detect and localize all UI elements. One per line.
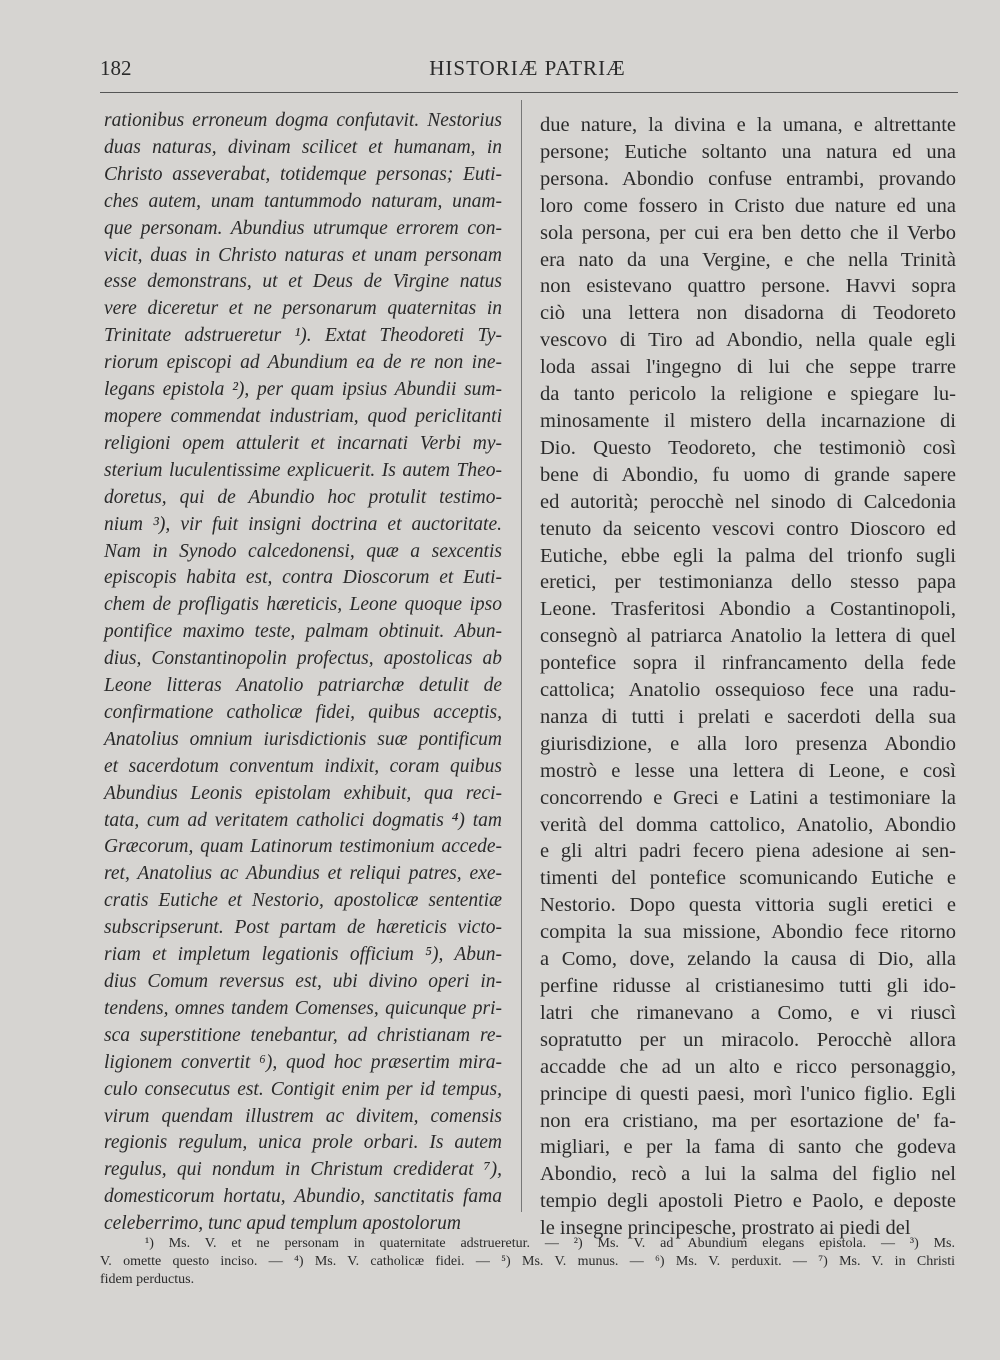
italian-text-line: ed autorità; perocchè nel sinodo di Calcedonia	[540, 490, 956, 513]
latin-text-line: ches autem, unam tantummodo naturam, unam-	[104, 190, 502, 212]
latin-text-line: ret, Anatolius ac Abundius et reliqui patres, exe-	[104, 863, 502, 885]
latin-text-line: regulus, qui nondum in Christum crediderat ⁷),	[104, 1159, 502, 1181]
latin-text-line: vicit, duas in Christo naturas et unam personam	[104, 244, 502, 266]
italian-text-line: Eutiche, ebbe egli la palma del trionfo sugli	[540, 544, 956, 567]
italian-text-line: verità del domma cattolico, Anatolio, Abondio	[540, 813, 956, 836]
italian-text-line: pontefice sopra il rinfrancamento della fede	[540, 652, 956, 675]
page-number: 182	[100, 56, 132, 80]
latin-text-line: religioni opem attulerit et incarnati Verbi my-	[104, 432, 502, 454]
italian-text-line: cattolica; Anatolio ossequioso fece una radu-	[540, 679, 956, 702]
italian-text-line: Leone. Trasferitosi Abondio a Costantinopoli,	[540, 598, 956, 621]
italian-text-line: bene di Abondio, fu uomo di grande sapere	[540, 463, 956, 486]
italian-text-line: minosamente il mistero della incarnazione di	[540, 409, 956, 432]
latin-text-line: rationibus erroneum dogma confutavit. Nestorius	[104, 110, 502, 131]
italian-text-line: accadde che ad un alto e ricco personaggio,	[540, 1055, 956, 1078]
italian-text-line: e gli altri padri fecero piena adesione ai sen-	[540, 840, 956, 863]
italian-text-line: tenuto da seicento vescovi contro Dioscoro ed	[540, 517, 956, 540]
header-rule	[100, 92, 958, 93]
latin-text-line: que personam. Abundius utrumque errorem con-	[104, 217, 502, 239]
latin-text-line: cratis Eutiche et Nestorio, apostolicæ sententiæ	[104, 890, 502, 912]
italian-text-line: loda assai l'ingegno di lui che seppe trarre	[540, 356, 956, 379]
latin-text-line: episcopis habita est, contra Dioscorum et Euti-	[104, 567, 502, 589]
italian-column	[540, 112, 956, 1242]
italian-text-line: sopratutto per un miracolo. Perocchè allora	[540, 1028, 956, 1051]
italian-text-line: Abondio, recò a lui la salma del figlio nel	[540, 1163, 956, 1186]
italian-text-line: Dio. Questo Teodoreto, che testimoniò così	[540, 436, 956, 459]
italian-text-line: ciò una lettera non disadorna di Teodoreto	[540, 302, 956, 325]
italian-text-line: da tanto pericolo la religione e spiegare lu-	[540, 383, 956, 406]
footnote-line: V. omette questo inciso. — ⁴) Ms. V. catholicæ fidei. — ⁵) Ms. V. munus. — ⁶) Ms. V. perduxit. — ⁷) Ms. V. in Christi	[100, 1254, 955, 1269]
latin-text-line: Abundius Leonis epistolam exhibuit, qua reci-	[104, 782, 502, 804]
latin-text-line: vere diceretur et ne personarum quaternitas in	[104, 298, 502, 320]
latin-column	[104, 108, 502, 1238]
italian-text-line: migliari, e per la fama di santo che godeva	[540, 1136, 956, 1159]
footnote-line: fidem perductus.	[100, 1272, 195, 1287]
latin-text-line: duas naturas, divinam scilicet et humanam, in	[104, 136, 502, 158]
latin-text-line: domesticorum hortatu, Abundio, sanctitatis fama	[104, 1186, 502, 1208]
footnote-line: ¹) Ms. V. et ne personam in quaternitate adstrueretur. — ²) Ms. V. ad Abundium elegans epistola. — ³) Ms.	[145, 1236, 955, 1251]
italian-text-line: nanza di tutti i prelati e sacerdoti della sua	[540, 705, 956, 728]
italian-text-line: latri che rimanevano a Como, e vi riuscì	[540, 1001, 956, 1024]
latin-text-line: subscripserunt. Post partam de hæreticis victo-	[104, 917, 502, 939]
italian-text-line: consegnò al patriarca Anatolio la lettera di quel	[540, 625, 956, 648]
latin-text-line: doretus, qui de Abundio hoc protulit testimo-	[104, 486, 502, 508]
latin-text-line: Anatolius omnium iurisdictionis suæ pontificum	[104, 728, 502, 750]
italian-text-line: tempio degli apostoli Pietro e Paolo, e deposte	[540, 1190, 956, 1213]
italian-text-line: persone; Eutiche soltanto una natura ed una	[540, 140, 956, 163]
latin-text-line: celeberrimo, tunc apud templum apostolorum	[104, 1213, 461, 1235]
latin-text-line: esse demonstrans, ut et Deus de Virgine natus	[104, 271, 502, 293]
latin-text-line: pontifice maximo teste, palmam obtinuit. Abun-	[104, 621, 502, 643]
italian-text-line: persona. Abondio confuse entrambi, provando	[540, 167, 956, 190]
latin-text-line: Christo asseverabat, totidemque personas; Euti-	[104, 163, 502, 185]
latin-text-line: sca superstitione tenebantur, ad christianam re-	[104, 1024, 502, 1046]
italian-text-line: a Como, dove, zelando la causa di Dio, alla	[540, 948, 956, 971]
latin-text-line: legans epistola ²), per quam ipsius Abundii sum-	[104, 379, 502, 401]
latin-text-line: dius, Constantinopolin profectus, apostolicas ab	[104, 648, 502, 670]
latin-text-line: tata, cum ad veritatem catholici dogmatis ⁴) tam	[104, 809, 502, 831]
italian-text-line: Nestorio. Dopo questa vittoria sugli eretici e	[540, 894, 956, 917]
italian-text-line: era nato da una Vergine, e che nella Trinità	[540, 248, 956, 271]
latin-text-line: dius Comum reversus est, ubi divino operi in-	[104, 971, 502, 992]
latin-text-line: Leone litteras Anatolio patriarchæ detulit de	[104, 675, 502, 697]
italian-text-line: principe di questi paesi, morì l'unico figlio. Egli	[540, 1082, 956, 1105]
italian-text-line: non era cristiano, ma per esortazione de' fa-	[540, 1109, 956, 1132]
latin-text-line: et sacerdotum conventum indixit, coram quibus	[104, 755, 502, 777]
italian-text-line: perfine ridusse al cristianesimo tutti gli ido-	[540, 975, 956, 997]
italian-text-line: loro come fossero in Cristo due nature ed una	[540, 194, 956, 217]
column-divider	[521, 100, 522, 1212]
latin-text-line: Græcorum, quam Latinorum testimonium accede-	[104, 836, 502, 858]
italian-text-line: compita la sua missione, Abondio fece ritorno	[540, 921, 956, 944]
latin-text-line: confirmatione catholicæ fidei, quibus acceptis,	[104, 701, 502, 723]
latin-text-line: chem de profligatis hæreticis, Leone quoque ipso	[104, 594, 502, 616]
latin-text-line: Nam in Synodo calcedonensi, quæ a sexcentis	[104, 540, 502, 562]
italian-text-line: giurisdizione, e alla loro presenza Abondio	[540, 732, 956, 755]
latin-text-line: regionis regulum, unica prole orbari. Is autem	[104, 1132, 502, 1154]
latin-text-line: sterium luculentissime explicuerit. Is autem Theo-	[104, 459, 502, 481]
latin-text-line: tendens, omnes tandem Comenses, quicunque pri-	[104, 997, 502, 1019]
italian-text-line: le insegne principesche, prostrato ai piedi del	[540, 1217, 911, 1240]
italian-text-line: sola persona, per cui era ben detto che il Verbo	[540, 221, 956, 244]
italian-text-line: concorrendo e Greci e Latini a testimoniare la	[540, 786, 956, 809]
running-title: HISTORIÆ PATRIÆ	[429, 56, 626, 80]
latin-text-line: Trinitate adstrueretur ¹). Extat Theodoreti Ty-	[104, 325, 502, 347]
latin-text-line: mopere commendat industriam, quod periclitanti	[104, 405, 502, 427]
latin-text-line: riam et impletum legationis officium ⁵), Abun-	[104, 944, 502, 966]
italian-text-line: eretici, per testimonianza dello stesso papa	[540, 571, 956, 594]
footnotes	[100, 1235, 955, 1289]
italian-text-line: due nature, la divina e la umana, e altrettante	[540, 114, 956, 136]
latin-text-line: virum quendam illustrem ac divitem, comensis	[104, 1105, 502, 1127]
italian-text-line: vescovo di Tiro ad Abondio, nella quale egli	[540, 329, 956, 352]
page-header	[100, 52, 955, 84]
italian-text-line: timenti del pontefice scomunicando Eutiche e	[540, 867, 956, 890]
latin-text-line: nium ³), vir fuit insigni doctrina et auctoritate.	[104, 513, 502, 535]
italian-text-line: mostrò e lesse una lettera di Leone, e così	[540, 759, 956, 782]
latin-text-line: ligionem convertit ⁶), quod hoc præsertim mira-	[104, 1051, 502, 1073]
latin-text-line: riorum episcopi ad Abundium ea de re non ine-	[104, 352, 502, 374]
italian-text-line: non esistevano quattro persone. Havvi sopra	[540, 275, 956, 298]
latin-text-line: culo consecutus est. Contigit enim per id tempus,	[104, 1078, 502, 1100]
